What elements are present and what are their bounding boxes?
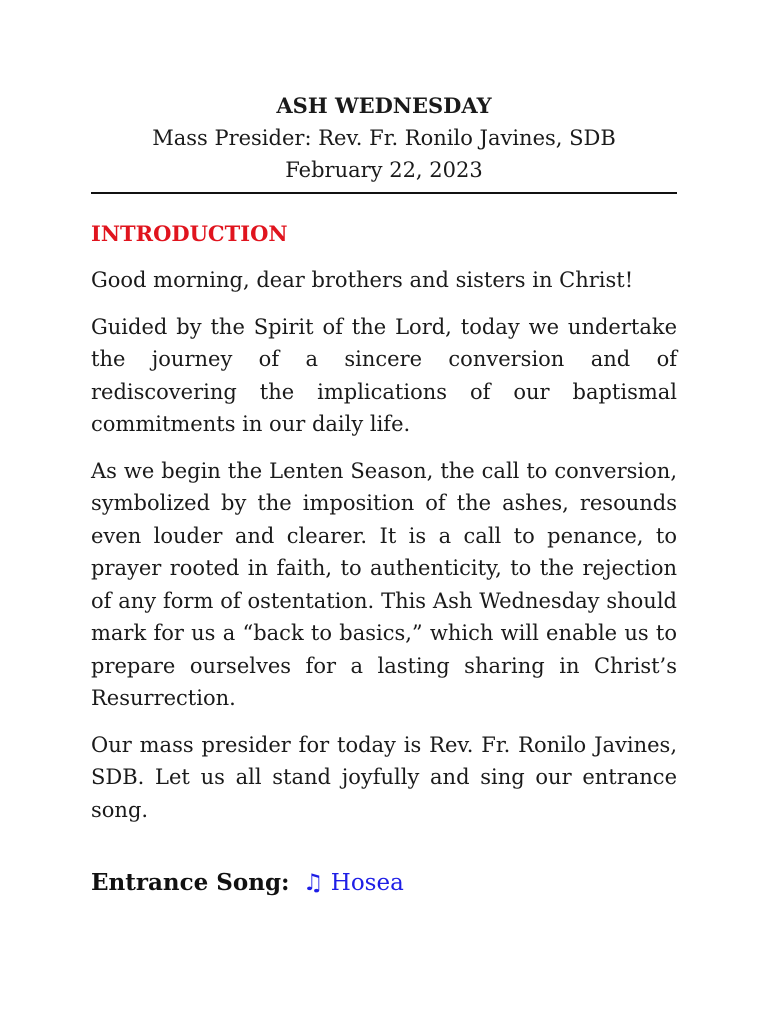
intro-paragraph-presider: Our mass presider for today is Rev. Fr. Ronilo Javines, SDB. Let us all stand joyfully and sing our entrance song. [91,732,677,822]
mass-date: February 22, 2023 [285,158,483,182]
entrance-song-line [91,866,677,900]
entrance-song-label: Entrance Song: [91,869,290,896]
document-title: ASH WEDNESDAY [276,93,492,118]
intro-paragraph-journey: Guided by the Spirit of the Lord, today we undertake the journey of a sincere conversion and of rediscovering the implications of our baptismal commitments in our daily life. [91,314,677,436]
mass-presider-line: Mass Presider: Rev. Fr. Ronilo Javines, SDB [152,126,616,150]
section-heading-introduction: INTRODUCTION [91,221,288,246]
intro-paragraph-lent: As we begin the Lenten Season, the call to conversion, symbolized by the imposition of the ashes, resounds even louder and clearer. It is a call to penance, to prayer rooted in faith, to authenticity, to the rejection of any form of ostentation. This Ash Wednesday should mark for us a “back to basics,” which will enable us to prepare ourselves for a lasting sharing in Christ’s Resurrection. [91,458,677,710]
document-header [91,90,677,186]
document-page [91,90,677,900]
entrance-song-title-link[interactable]: Hosea [330,870,404,896]
header-divider [91,192,677,194]
music-note-icon: ♫ [302,870,324,896]
intro-paragraph-greeting: Good morning, dear brothers and sisters in Christ! [91,268,634,292]
